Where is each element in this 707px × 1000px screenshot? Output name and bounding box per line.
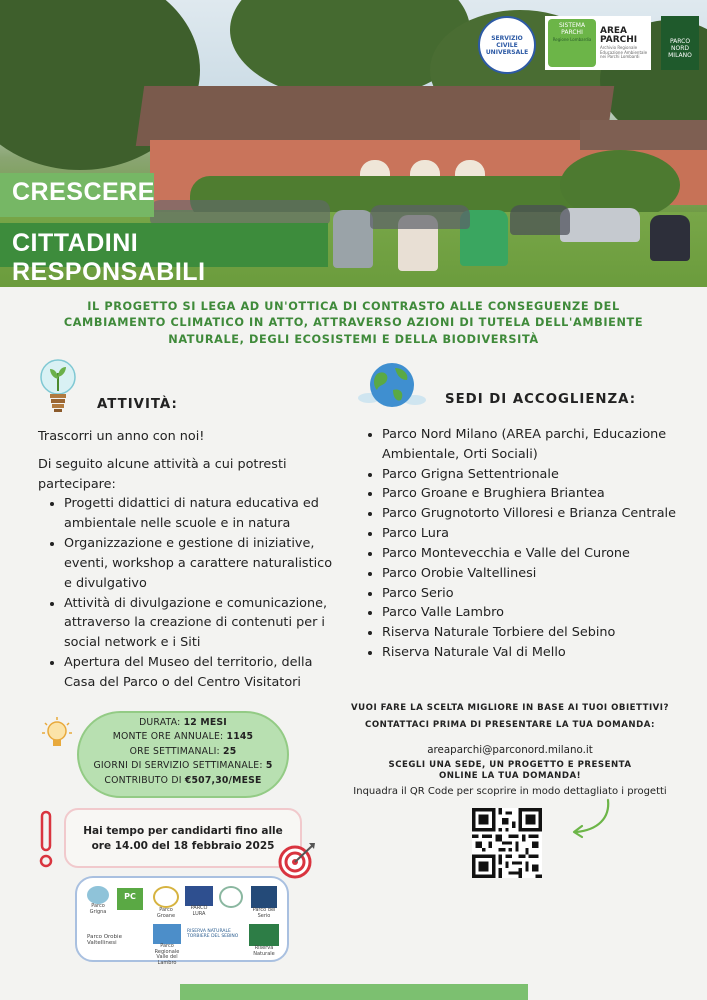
torbiere-label: RISERVA NATURALE TORBIERE DEL SEBINO: [187, 929, 239, 939]
durata-row: [79, 716, 287, 730]
earth-globe-icon: [357, 360, 427, 410]
contact-section: [350, 702, 670, 797]
servizio-civile-logo: [478, 16, 536, 74]
servizio-civile-text: SERVIZIO CIVILE UNIVERSALE: [485, 34, 529, 56]
ore-value: 25: [223, 745, 237, 757]
contact-line-2: CONTATTACI PRIMA DI PRESENTARE LA TUA DOMANDA:: [365, 719, 655, 730]
list-item: • Parco Valle Lambro: [382, 603, 682, 623]
area-parchi-subtitle: Archivio Regionale Educazione Ambientale nei Parchi Lombardi: [600, 45, 648, 60]
info-pill: [77, 711, 289, 798]
sistema-parchi-text: SISTEMA PARCHI: [558, 22, 586, 36]
parco-nord-text: PARCO NORD MILANO: [668, 38, 692, 60]
list-item: • Parco Grugnotorto Villoresi e Brianza Centrale: [382, 504, 682, 524]
exclamation-icon: [39, 810, 53, 868]
sistema-parchi-logo: [545, 16, 651, 70]
person: [560, 208, 640, 242]
attivita-section: [38, 427, 338, 693]
lightbulb-plant-icon: [38, 357, 78, 417]
groane-logo: [153, 886, 179, 919]
ore-label: ORE SETTIMANALI:: [129, 745, 220, 757]
person: [370, 205, 470, 229]
giorni-label: GIORNI DI SERVIZIO SETTIMANALE:: [93, 760, 263, 772]
list-item: • Parco Orobie Valtellinesi: [382, 564, 682, 584]
contact-line-1: VUOI FARE LA SCELTA MIGLIORE IN BASE AI TUOI OBIETTIVI?: [351, 703, 669, 713]
giorni-row: [79, 759, 287, 773]
sedi-heading: SEDI DI ACCOGLIENZA:: [445, 392, 637, 407]
valle-lambro-label: Parco Regionale Valle del Lambro: [154, 943, 180, 966]
valle-lambro-logo: [153, 924, 181, 966]
list-item: • Parco Grigna Settentrionale: [382, 465, 682, 485]
mello-label: Riserva Naturale: [253, 945, 275, 957]
person: [510, 205, 570, 235]
contributo-label: CONTRIBUTO DI: [104, 774, 182, 786]
parco-nord-logo: [661, 16, 699, 70]
small-lightbulb-icon: [40, 715, 74, 753]
qr-hint: Inquadra il QR Code per scoprire in modo dettagliato i progetti: [353, 786, 667, 798]
roof: [136, 86, 614, 146]
list-item: • Parco Groane e Brughiera Briantea: [382, 484, 682, 504]
montevecchia-logo: [219, 886, 243, 908]
monte-row: [79, 730, 287, 744]
list-item: • Progetti didattici di natura educativa ed ambientale nelle scuole e in natura: [64, 494, 338, 534]
groane-label: Parco Groane: [156, 907, 176, 919]
list-item: • Attività di divulgazione e comunicazione, attraverso la creazione di contenuti per i social network e i Siti: [64, 594, 338, 653]
qr-code-icon[interactable]: [472, 808, 542, 878]
attivita-heading: ATTIVITÀ:: [97, 397, 178, 412]
durata-label: DURATA:: [139, 717, 181, 728]
contact-email[interactable]: areaparchi@parconord.milano.it: [427, 743, 593, 756]
curved-arrow-icon: [568, 796, 618, 840]
sedi-section: [362, 425, 682, 663]
orobie-logo: [87, 934, 147, 946]
sedi-list: [382, 425, 682, 663]
list-item: • Parco Nord Milano (AREA parchi, Educazione Ambientale, Orti Sociali): [382, 425, 682, 465]
pc-label: PC: [117, 888, 143, 910]
lura-label: PARCO LURA: [190, 905, 208, 917]
attivita-intro-1: Trascorri un anno con noi!: [38, 429, 205, 444]
area-parchi-text: AREA PARCHI: [600, 25, 638, 46]
title-line-2: CITTADINI RESPONSABILI: [0, 223, 328, 267]
serio-logo: [251, 886, 277, 919]
sistema-parchi-mark: [548, 19, 596, 67]
durata-value: 12 MESI: [183, 717, 227, 728]
serio-label: Parco del Serio: [252, 907, 276, 919]
contact-line-3: SCEGLI UNA SEDE, UN PROGETTO E PRESENTA ONLINE LA TUA DOMANDA!: [388, 759, 632, 781]
mello-logo: [249, 924, 279, 957]
attivita-list: [64, 494, 338, 692]
lura-logo: [185, 886, 213, 917]
person: [150, 200, 330, 224]
attivita-intro-2: Di seguito alcune attività a cui potresti partecipare:: [38, 456, 287, 492]
grigna-label: Parco Grigna: [89, 903, 107, 915]
person: [333, 210, 373, 268]
bottom-bar: [180, 984, 528, 1000]
partner-logos: [75, 876, 289, 966]
grigna-logo: [87, 886, 109, 915]
area-parchi-mark: [596, 27, 648, 60]
contributo-value: €507,30/MESE: [184, 774, 262, 786]
list-item: • Apertura del Museo del territorio, della Casa del Parco o del Centro Visitatori: [64, 653, 338, 693]
title-line-1: CRESCERE: [0, 173, 154, 217]
ore-row: [79, 745, 287, 759]
torbiere-logo: [187, 930, 247, 940]
monte-label: MONTE ORE ANNUALE:: [112, 731, 224, 743]
deadline-box: Hai tempo per candidarti fino alle ore 14.00 del 18 febbraio 2025: [64, 808, 302, 868]
regione-text: Regione Lombardia: [552, 37, 592, 42]
contributo-row: [79, 774, 287, 788]
monte-value: 1145: [226, 731, 254, 743]
list-item: • Organizzazione e gestione di iniziative, eventi, workshop a carattere naturalistico e divulgativo: [64, 534, 338, 593]
target-arrow-icon: [277, 840, 317, 880]
orobie-label: Parco Orobie Valtellinesi: [87, 934, 122, 947]
list-item: • Parco Montevecchia e Valle del Curone: [382, 544, 682, 564]
roof: [580, 120, 707, 152]
person: [650, 215, 690, 261]
list-item: • Riserva Naturale Val di Mello: [382, 643, 682, 663]
intro-text: IL PROGETTO SI LEGA AD UN'OTTICA DI CONTRASTO ALLE CONSEGUENZE DEL CAMBIAMENTO CLIMATICO IN ATTO, ATTRAVERSO AZIONI DI TUTELA DELL'AMBIENTE NATURALE, DEGLI ECOSISTEMI E DELLA BIODIVERSITÀ: [63, 300, 644, 346]
list-item: • Parco Lura: [382, 524, 682, 544]
pc-logo: [117, 888, 143, 910]
giorni-value: 5: [265, 760, 273, 772]
list-item: • Riserva Naturale Torbiere del Sebino: [382, 623, 682, 643]
list-item: • Parco Serio: [382, 584, 682, 604]
